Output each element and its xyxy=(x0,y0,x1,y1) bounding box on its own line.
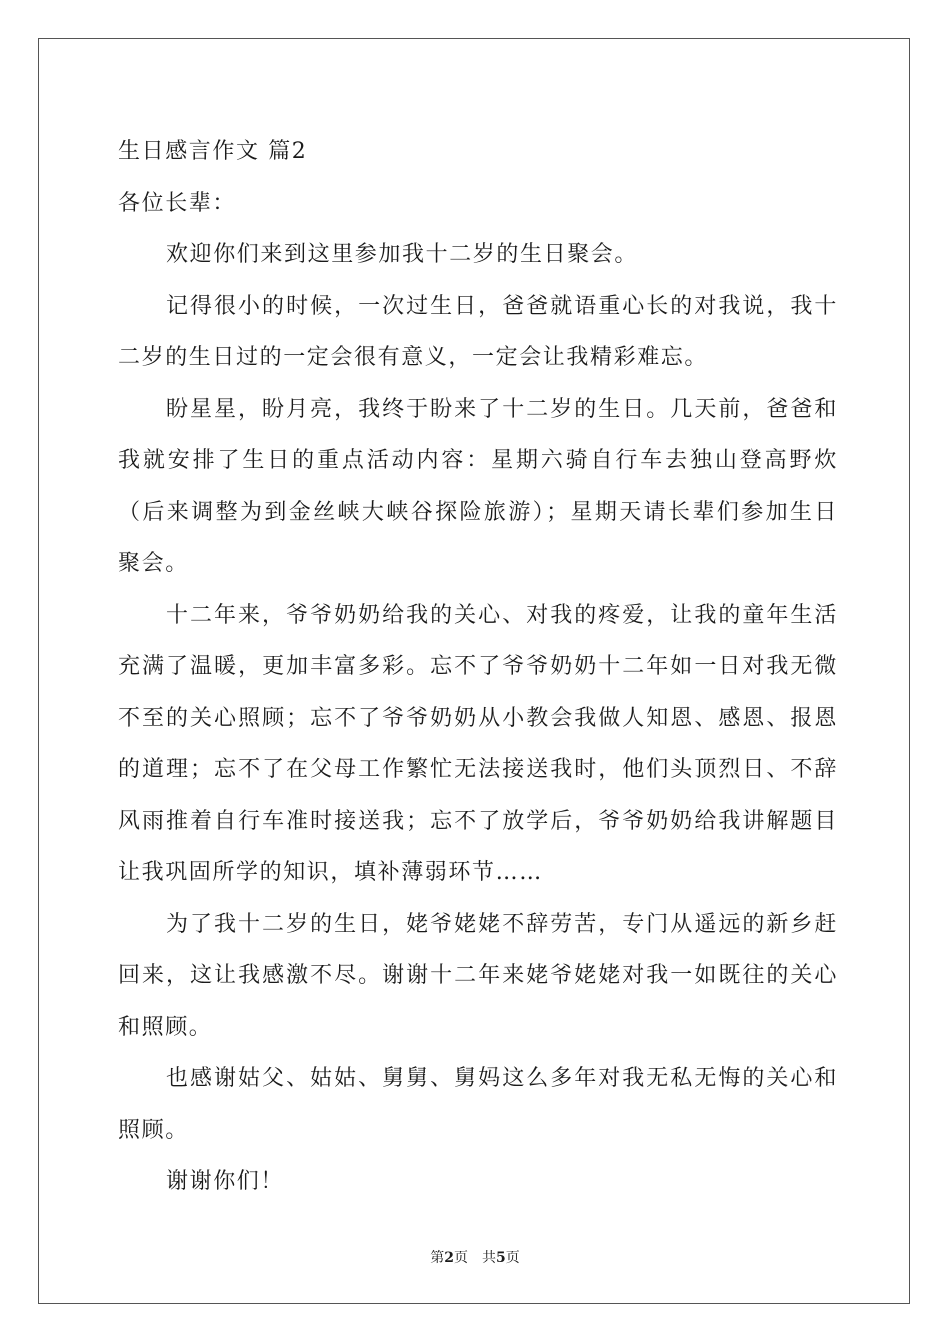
paragraph-3: 盼星星，盼月亮，我终于盼来了十二岁的生日。几天前，爸爸和我就安排了生日的重点活动内容：星期六骑自行车去独山登高野炊（后来调整为到金丝峡大峡谷探险旅游）；星期天请长辈们参加生日聚会。 xyxy=(118,396,838,576)
paragraph-4: 十二年来，爷爷奶奶给我的关心、对我的疼爱，让我的童年生活充满了温暖，更加丰富多彩。忘不了爷爷奶奶十二年如一日对我无微不至的关心照顾；忘不了爷爷奶奶从小教会我做人知恩、感恩、报恩的道理；忘不了在父母工作繁忙无法接送我时，他们头顶烈日、不辞风雨推着自行车准时接送我；忘不了放学后，爷爷奶奶给我讲解题目让我巩固所学的知识，填补薄弱环节…… xyxy=(118,602,838,885)
total-prefix: 共 xyxy=(482,1250,496,1266)
paragraph-7: 谢谢你们！ xyxy=(166,1169,285,1194)
page-total: 5 xyxy=(496,1250,506,1266)
page-prefix: 第 xyxy=(430,1250,445,1266)
paragraph-5: 为了我十二岁的生日，姥爷姥姥不辞劳苦，专门从遥远的新乡赶回来，这让我感激不尽。谢谢十二年来姥爷姥姥对我一如既往的关心和照顾。 xyxy=(118,911,838,1040)
salutation: 各位长辈： xyxy=(118,190,237,216)
page-current: 2 xyxy=(444,1250,454,1266)
page-suffix: 页 xyxy=(454,1250,468,1266)
document-body xyxy=(118,126,838,1208)
paragraph-2: 记得很小的时候，一次过生日，爸爸就语重心长的对我说，我十二岁的生日过的一定会很有意义，一定会让我精彩难忘。 xyxy=(118,293,838,370)
total-suffix: 页 xyxy=(505,1250,520,1266)
paragraph-1: 欢迎你们来到这里参加我十二岁的生日聚会。 xyxy=(166,242,639,267)
page-footer xyxy=(0,1248,950,1268)
paragraph-6: 也感谢姑父、姑姑、舅舅、舅妈这么多年对我无私无悔的关心和照顾。 xyxy=(118,1066,838,1143)
document-title: 生日感言作文 篇2 xyxy=(118,139,308,164)
